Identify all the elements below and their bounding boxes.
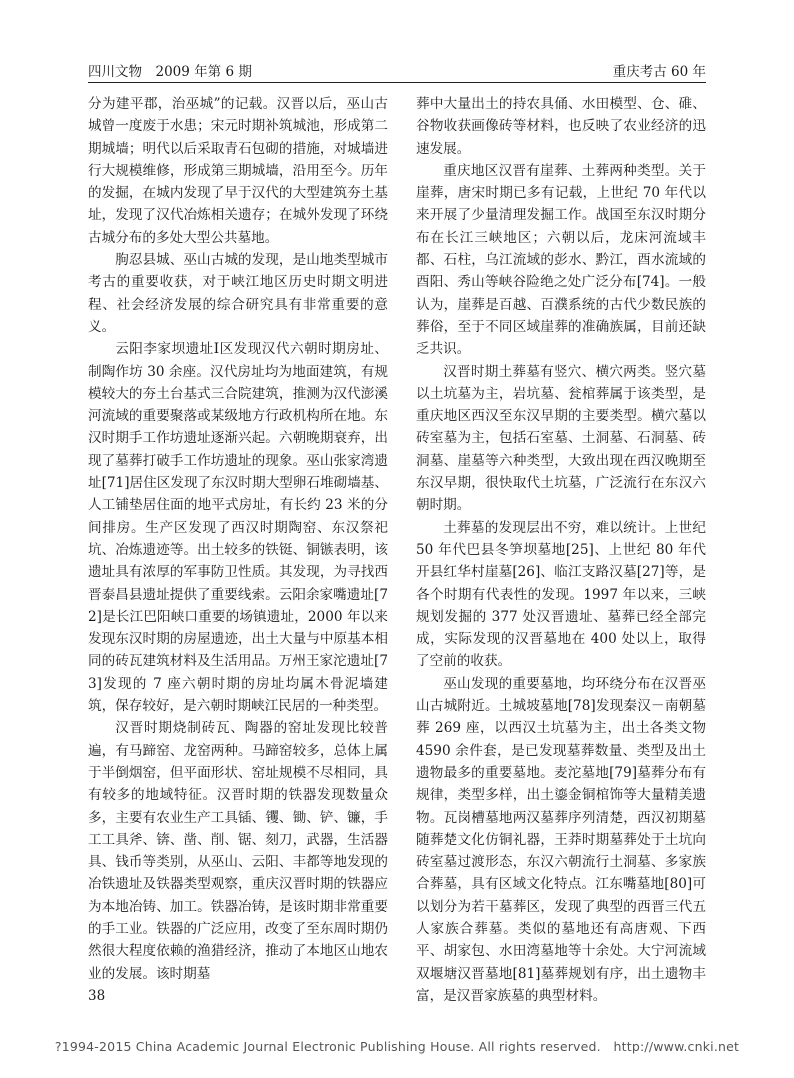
paragraph: 葬中大量出土的持农具俑、水田模型、仓、碓、谷物收获画像砖等材料，也反映了农业经济的迅速发展。 (416, 96, 706, 157)
running-header (88, 58, 706, 83)
right-column (416, 93, 706, 1007)
paragraph: 云阳李家坝遗址Ⅰ区发现汉代六朝时期房址、制陶作坊 30 余座。汉代房址均为地面建筑，有规模较大的夯土台基式三合院建筑，推测为汉代澎溪河流域的重要聚落或某级地方行政机构所在地。东汉时期手工作坊遗址逐渐兴起。六朝晚期衰弃，出现了墓葬打破手工作坊遗址的现象。巫山张家湾遗址[71]居住区发现了东汉时期大型卵石堆砌墙基、人工铺垫居住面的地平式房址，有长约 23 米的分间排房。生产区发现了西汉时期陶窑、东汉祭祀坑、冶炼遗迹等。出土较多的铁铤、铜镞表明，该遗址具有浓厚的军事防卫性质。其发现，为寻找西晋泰昌县遗址提供了重要线索。云阳余家嘴遗址[72]是长江巴阳峡口重要的场镇遗址，2000 年以来发现东汉时期的房屋遗迹，出土大量与中原基本相同的砖瓦建筑材料及生活用品。万州王家沱遗址[73]发现的 7 座六朝时期的房址均属木骨泥墙建筑，保存较好，是六朝时期峡江民居的一种类型。 (88, 341, 388, 715)
article-title: 重庆考古 60 年 (612, 64, 706, 80)
left-column (88, 93, 388, 985)
page-number: 38 (88, 988, 106, 1004)
paragraph: 重庆地区汉晋有崖葬、土葬两种类型。关于崖葬，唐宋时期已多有记载，上世纪 70 年代以来开展了少量清理发掘工作。战国至东汉时期分布在长江三峡地区；六朝以后，龙床河流域丰都、石柱，乌江流域的彭水、黔江，酉水流域的酉阳、秀山等峡谷险绝之处广泛分布[74]。一般认为，崖葬是百越、百濮系统的古代少数民族的葬俗，至于不同区域崖葬的准确族属，目前还缺乏共识。 (416, 162, 706, 358)
copyright-footer: ?1994-2015 China Academic Journal Electronic Publishing House. All rights reserved. http://www.cnki.net (54, 1039, 740, 1054)
paragraph: 土葬墓的发现层出不穷，难以统计。上世纪 50 年代巴县冬笋坝墓地[25]、上世纪 80 年代开县红华村崖墓[26]、临江支路汉墓[27]等，是各个时期有代表性的发现。1997 年以来，三峡规划发掘的 377 处汉晋遗址、墓葬已经全部完成，实际发现的汉晋墓地在 400 处以上，取得了空前的收获。 (416, 519, 706, 670)
paragraph: 巫山发现的重要墓地，均环绕分布在汉晋巫山古城附近。土城坡墓地[78]发现秦汉－南朝墓葬 269 座，以西汉土坑墓为主，出土各类文物 4590 余件套，是已发现墓葬数量、类型及出土遗物最多的重要墓地。麦沱墓地[79]墓葬分布有规律，类型多样，出土鎏金铜棺饰等大量精美遗物。瓦岗槽墓地两汉墓葬序列清楚，西汉初期墓随葬楚文化仿铜礼器，王莽时期墓葬处于土坑向砖室墓过渡形态，东汉六朝流行土洞墓、多家族合葬墓，具有区域文化特点。江东嘴墓地[80]可以划分为若干墓葬区，发现了典型的西晋三代五人家族合葬墓。类似的墓地还有高唐观、下西平、胡家包、水田湾墓地等十余处。大宁河流域双堰塘汉晋墓地[81]墓葬规划有序，出土遗物丰富，是汉晋家族墓的典型材料。 (416, 675, 706, 1004)
paragraph: 分为建平郡，治巫城”的记载。汉晋以后，巫山古城曾一度废于水患；宋元时期补筑城池，形成第二期城墙；明代以后采取青石包砌的措施，对城墙进行大规模维修，形成第三期城墙，沿用至今。历年的发掘，在城内发现了早于汉代的大型建筑夯土基址，发现了汉代冶炼相关遗存；在城外发现了环绕古城分布的多处大型公共墓地。 (88, 96, 388, 246)
journal-info: 四川文物 2009 年第 6 期 (88, 64, 252, 80)
paragraph: 汉晋时期土葬墓有竖穴、横穴两类。竖穴墓以土坑墓为主，岩坑墓、瓮棺葬属于该类型，是重庆地区西汉至东汉早期的主要类型。横穴墓以砖室墓为主，包括石室墓、土洞墓、石洞墓、砖洞墓、崖墓等六种类型，大致出现在西汉晚期至东汉早期，很快取代土坑墓，广泛流行在东汉六朝时期。 (416, 363, 706, 514)
paragraph: 朐忍县城、巫山古城的发现，是山地类型城市考古的重要收获，对于峡江地区历史时期文明进程、社会经济发展的综合研究具有非常重要的意义。 (88, 252, 388, 335)
paragraph: 汉晋时期烧制砖瓦、陶器的窑址发现比较普遍，有马蹄窑、龙窑两种。马蹄窑较多，总体上属于半倒烟窑，但平面形状、窑址规模不尽相同，具有较多的地域特征。汉晋时期的铁器发现数量众多，主要有农业生产工具锸、䦆、锄、铲、镰，手工工具斧、锛、凿、削、锯、刻刀，武器，生活器具、钱币等类别，从巫山、云阳、丰都等地发现的冶铁遗址及铁器类型观察，重庆汉晋时期的铁器应为本地冶铸、加工。铁器冶铸，是该时期非常重要的手工业。铁器的广泛应用，改变了至东周时期仍然很大程度依赖的渔猎经济，推动了本地区山地农业的发展。该时期墓 (88, 720, 388, 982)
